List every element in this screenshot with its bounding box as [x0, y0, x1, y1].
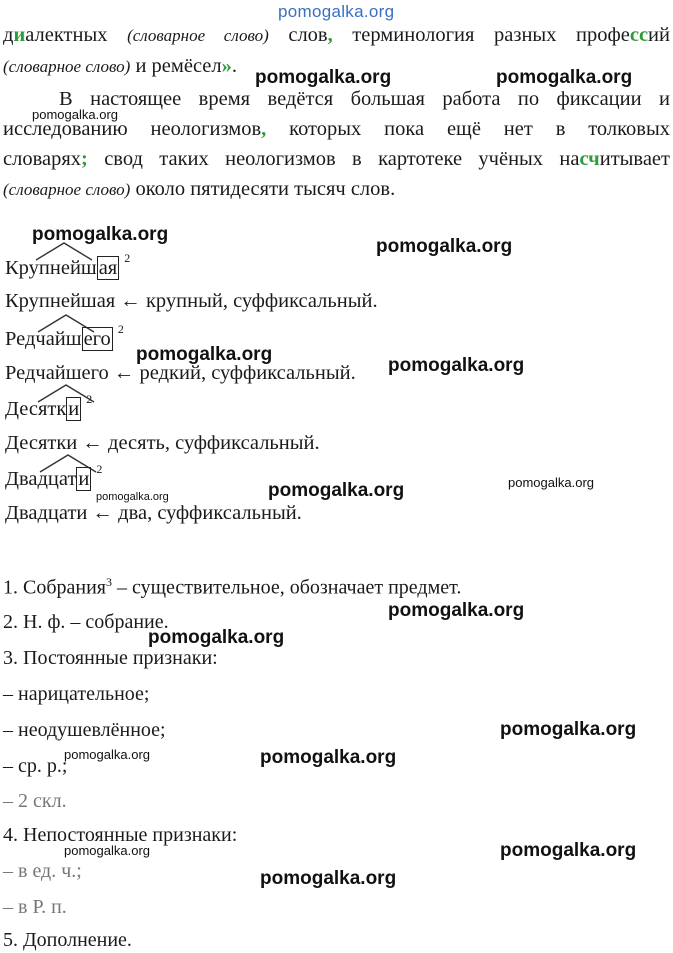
watermark-label: pomogalka.org [260, 747, 397, 768]
watermark-label: pomogalka.org [260, 868, 397, 889]
morpheme-word-3: Десятки $^2$ [5, 392, 93, 420]
watermark-label: pomogalka.org [496, 67, 633, 88]
watermark-label: pomogalka.org [508, 475, 594, 490]
watermark-label: pomogalka.org [388, 355, 525, 376]
paragraph-2 [3, 84, 670, 205]
ending-box-2: его [83, 328, 111, 350]
morpheme-word-1: Крупнейшая $^2$ [5, 251, 131, 279]
watermark-label: pomogalka.org [148, 627, 285, 648]
analysis-item-3a: – нарицательное; [3, 683, 150, 705]
watermark-label: pomogalka.org [64, 843, 150, 858]
watermark-label: pomogalka.org [500, 840, 637, 861]
watermark-label: pomogalka.org [32, 107, 118, 122]
analysis-item-4b: – в Р. п. [3, 896, 67, 918]
watermark-label: pomogalka.org [388, 600, 525, 621]
ending-box-3: и [68, 398, 80, 420]
watermark-label: pomogalka.org [376, 236, 513, 257]
derivation-4: Двадцати ← два, суффиксальный. [5, 502, 302, 524]
paragraph-2-line-3: словарях; свод таких неологизмов в картотеке учёных насчитывает [3, 148, 670, 170]
watermark-label: pomogalka.org [64, 747, 150, 762]
analysis-item-4a: – в ед. ч.; [3, 860, 82, 882]
derivation-2: Редчайшего ← редкий, суффиксальный. [5, 362, 356, 384]
analysis-item-3c: – ср. р.; [3, 755, 68, 777]
header-watermark: pomogalka.org [278, 2, 395, 21]
derivation-3: Десятки ← десять, суффиксальный. [5, 432, 320, 454]
paragraph-1-line-1: диалектных (словарное слово) слов, терминология разных профессий [3, 24, 670, 46]
analysis-item-4: 4. Непостоянные признаки: [3, 824, 238, 846]
analysis-item-3: 3. Постоянные признаки: [3, 647, 218, 669]
watermark-label: pomogalka.org [136, 344, 273, 365]
analysis-item-3d: – 2 скл. [3, 790, 67, 812]
morpheme-word-4: Двадцати $^2$ [5, 462, 103, 490]
watermark-label: pomogalka.org [96, 491, 169, 503]
derivation-1: Крупнейшая ← крупный, суффиксальный. [5, 290, 378, 312]
watermark-label: pomogalka.org [32, 224, 169, 245]
watermark-label: pomogalka.org [500, 719, 637, 740]
analysis-item-3b: – неодушевлённое; [3, 719, 166, 741]
watermark-label: pomogalka.org [255, 67, 392, 88]
paragraph-2-line-2: исследованию неологизмов, которых пока ещё нет в толковых [3, 118, 671, 140]
analysis-item-2: 2. Н. ф. – собрание. [3, 611, 169, 633]
paragraph-2-line-4: (словарное слово) около пятидесяти тысяч слов. [3, 178, 396, 200]
watermark-label: pomogalka.org [268, 480, 405, 501]
paragraph-1-line-2: (словарное слово) и ремёсел». [3, 55, 238, 77]
analysis-item-5: 5. Дополнение. [3, 929, 132, 951]
ending-box-1: ая [98, 257, 118, 279]
analysis-item-1: 1. Собрания$^3$ – существительное, обозначает предмет. [3, 575, 462, 599]
paragraph-2-line-1: В настоящее время ведётся большая работа по фиксации и [59, 88, 670, 110]
morpheme-word-2: Редчайшего $^2$ [5, 322, 124, 350]
ending-box-4: и [78, 468, 90, 490]
